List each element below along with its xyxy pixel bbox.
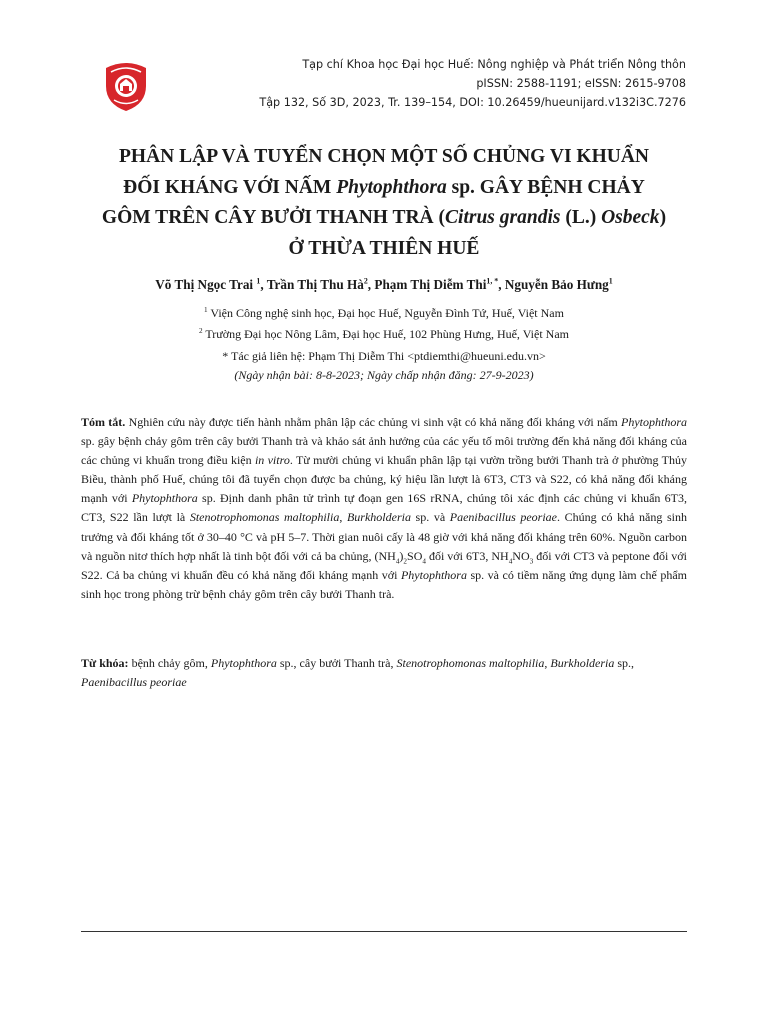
author-name: Võ Thị Ngọc Trai: [155, 277, 254, 292]
affiliation-text: Trường Đại học Nông Lâm, Đại học Huế, 102 Phùng Hưng, Huế, Việt Nam: [205, 327, 569, 341]
author-sup: 1, *: [486, 276, 499, 286]
affiliations: [60, 303, 708, 345]
keywords-text: ,: [544, 656, 551, 670]
title-text: ): [659, 207, 667, 228]
title-text: ĐỐI KHÁNG VỚI NẤM: [123, 176, 337, 198]
keywords-italic: Stenotrophomonas maltophilia: [396, 656, 545, 670]
keywords-label: Từ khóa:: [81, 656, 129, 670]
footer-divider: [81, 931, 687, 932]
abstract-text: đối với 6T3, NH: [425, 548, 509, 563]
affiliation-sup: 2: [199, 327, 203, 335]
abstract-italic: in vitro: [254, 453, 290, 468]
subscript: 3: [529, 557, 534, 566]
title-line-4: Ở THỪA THIÊN HUẾ: [288, 237, 480, 259]
title-line-1: PHÂN LẬP VÀ TUYỂN CHỌN MỘT SỐ CHỦNG VI KHUẨN: [119, 146, 649, 167]
title-text: (L.): [560, 207, 602, 228]
abstract-text: . Từ mười chủng vi khuẩn phân lập tại vườn trồng bưởi Thanh trà ở phường Thủy Biều, thành phố Huế, chúng tôi đã tuyển chọn được ba chủng, ký hiệu lần lượt là 6T3, CT3 và S22, có khả năng đối kháng mạnh với: [81, 453, 687, 506]
abstract-italic: Paenibacillus peoriae: [449, 510, 557, 525]
abstract-italic: Phytophthora: [131, 491, 198, 506]
article-dates: [60, 366, 708, 385]
dates-text: (Ngày nhận bài: 8-8-2023; Ngày chấp nhận đăng: 27-9-2023): [234, 368, 534, 382]
title-line-3: [60, 203, 708, 234]
abstract-text: SO: [407, 548, 423, 563]
keywords-italic: Phytophthora: [210, 656, 277, 670]
abstract-text: sp. gây bệnh chảy gôm trên cây bưởi Thanh trà và khảo sát ảnh hưởng của các yếu tố môi trường đến khả năng đối kháng của các chủng vi khuẩn trong điều kiện: [81, 434, 687, 468]
abstract: [81, 413, 687, 604]
affiliation-text: Viện Công nghệ sinh học, Đại học Huế, Nguyễn Đình Tứ, Huế, Việt Nam: [210, 306, 564, 320]
keywords-text: bệnh chảy gôm,: [128, 656, 211, 670]
keywords: [81, 654, 687, 692]
abstract-italic: Burkholderia: [346, 510, 411, 525]
title-line-2: [60, 173, 708, 204]
subscript: 4: [508, 557, 513, 566]
journal-name: Tạp chí Khoa học Đại học Huế: Nông nghiệp và Phát triển Nông thôn: [302, 58, 686, 71]
subscript: 2: [403, 557, 408, 566]
abstract-text: ,: [339, 510, 347, 525]
keywords-text: sp.,: [614, 656, 635, 670]
author-name: Nguyễn Bảo Hưng: [504, 277, 609, 292]
journal-issn: pISSN: 2588-1191; eISSN: 2615-9708: [476, 77, 686, 90]
affiliation-sup: 1: [204, 306, 208, 314]
author-sup: 2: [363, 276, 368, 286]
abstract-text: . Chúng có khả năng sinh trưởng và đối kháng tốt ở 30–40 °C và pH 5–7. Thời gian nuôi cấy là 48 giờ với khả năng đối kháng trên 60%. Nguồn carbon và nguồn nitơ thích hợp nhất là tinh bột đối với cả ba chủng, (NH: [81, 510, 687, 563]
subscript: 4: [395, 557, 400, 566]
title-species: Citrus grandis: [445, 207, 561, 228]
affiliation-1: [60, 303, 708, 324]
article-title: [60, 142, 708, 264]
university-logo: [102, 60, 150, 112]
title-author-citation: Osbeck: [601, 207, 660, 228]
abstract-label: Tóm tắt.: [81, 415, 126, 429]
keywords-italic: Burkholderia: [550, 656, 615, 670]
corresponding-author: * Tác giả liên hệ: Phạm Thị Diễm Thi <ptdiemthi@hueuni.edu.vn>: [222, 349, 546, 363]
journal-volume: Tập 132, Số 3D, 2023, Tr. 139–154, DOI: 10.26459/hueunijard.v132i3C.7276: [259, 96, 686, 109]
abstract-text: sp. và: [410, 510, 450, 525]
journal-header: [259, 55, 686, 112]
keywords-italic: Paenibacillus peoriae: [81, 675, 187, 690]
author-name: Phạm Thị Diễm Thi: [374, 277, 487, 292]
abstract-text: ): [399, 548, 404, 563]
author-sup: 1: [608, 276, 613, 286]
affiliation-2: [60, 324, 708, 345]
abstract-text: NO: [512, 548, 530, 563]
abstract-text: sp. và có tiềm năng ứng dụng làm chế phẩm sinh học trong phòng trừ bệnh chảy gôm trên cây bưởi Thanh trà.: [81, 567, 687, 601]
title-genus: Phytophthora: [336, 176, 447, 198]
abstract-text: sp. Định danh phân tử trình tự đoạn gen 16S rRNA, chúng tôi xác định các chủng vi khuẩn 6T3, CT3, S22 lần lượt là: [81, 491, 687, 525]
abstract-text: đối với CT3 và peptone đối với S22. Cả ba chủng vi khuẩn đều có khả năng đối kháng mạnh với: [81, 548, 687, 582]
abstract-italic: Phytophthora: [400, 567, 467, 582]
correspondence-block: [60, 347, 708, 385]
title-text: sp. GÂY BỆNH CHẢY: [446, 176, 645, 198]
abstract-text: Nghiên cứu này được tiến hành nhằm phân lập các chủng vi sinh vật có khả năng đối kháng với nấm: [125, 415, 622, 429]
author-sup: 1: [256, 276, 261, 286]
abstract-italic: Phytophthora: [621, 415, 688, 429]
abstract-italic: Stenotrophomonas maltophilia: [189, 510, 340, 525]
author-list: Võ Thị Ngọc Trai $^1$, Trần Thị Thu $Hà^2$, Phạm Thị Diễm Thi$^{1, *}$, Nguyễn Bảo Hưng$^1$: [155, 276, 613, 292]
subscript: 4: [422, 557, 426, 566]
keywords-text: sp., cây bưởi Thanh trà,: [276, 656, 397, 670]
title-text: GÔM TRÊN CÂY BƯỞI THANH TRÀ (: [101, 207, 446, 228]
author-name: Trần Thị Thu Hà: [266, 277, 364, 292]
